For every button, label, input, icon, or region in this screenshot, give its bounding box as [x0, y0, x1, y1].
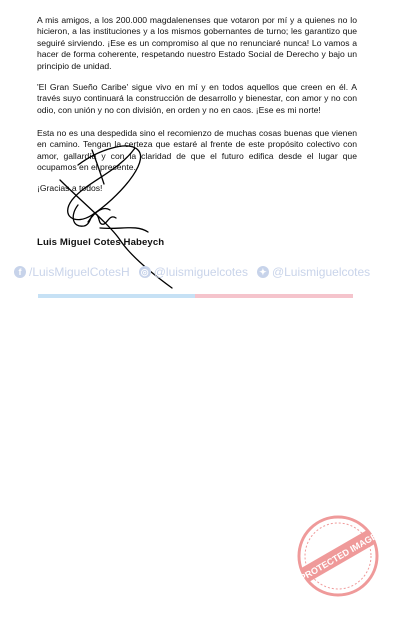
stamp-text: PROTECTED IMAGE: [298, 530, 379, 584]
instagram-icon: ◎: [139, 266, 151, 278]
letter-paragraph: A mis amigos, a los 200.000 magdalenenses que votaron por mí y a quienes no lo hicieron, a las instituciones y a los mismos gobernantes de turno; les garantizo que seguiré sirviendo. ¡Ese es un compromiso al que no renunciaré nunca! Lo vamos a hacer de forma coherente, respetando nuestro Estado Social de Derecho y bajo un principio de unidad.: [37, 15, 357, 71]
social-handle: @luismiguelcotes: [153, 265, 248, 279]
letter-closing: ¡Gracias a todos!: [37, 183, 103, 193]
letter-paragraph: 'El Gran Sueño Caribe' sigue vivo en mí y en todos aquellos que creen en él. A través suyo continuará la construcción de desarrollo y bienestar, con amor y no con odio, con unión y no con división, en orden y no en caos. ¡Ese es mi norte!: [37, 82, 357, 115]
social-instagram[interactable]: [139, 265, 248, 279]
twitter-icon: ✦: [257, 266, 269, 278]
signature-name: Luis Miguel Cotes Habeych: [37, 237, 165, 248]
footer-bar-pink: [195, 294, 353, 298]
social-handle: /LuisMiguelCotesH: [29, 265, 130, 279]
social-facebook[interactable]: [14, 265, 130, 279]
social-handle: @Luismiguelcotes: [271, 265, 371, 279]
social-links: [14, 264, 379, 280]
footer-bar-blue: [38, 294, 195, 298]
letter-paragraph: Esta no es una despedida sino el recomienzo de muchas cosas buenas que vienen en camino. Tengan la certeza que estaré al frente de este propósito colectivo con amor, gallardía y con la claridad de que el futuro edifica desde el lugar que ocupamos en el presente.: [37, 128, 357, 173]
protected-image-stamp: [296, 514, 380, 598]
facebook-icon: f: [14, 266, 26, 278]
social-twitter[interactable]: [257, 265, 370, 279]
